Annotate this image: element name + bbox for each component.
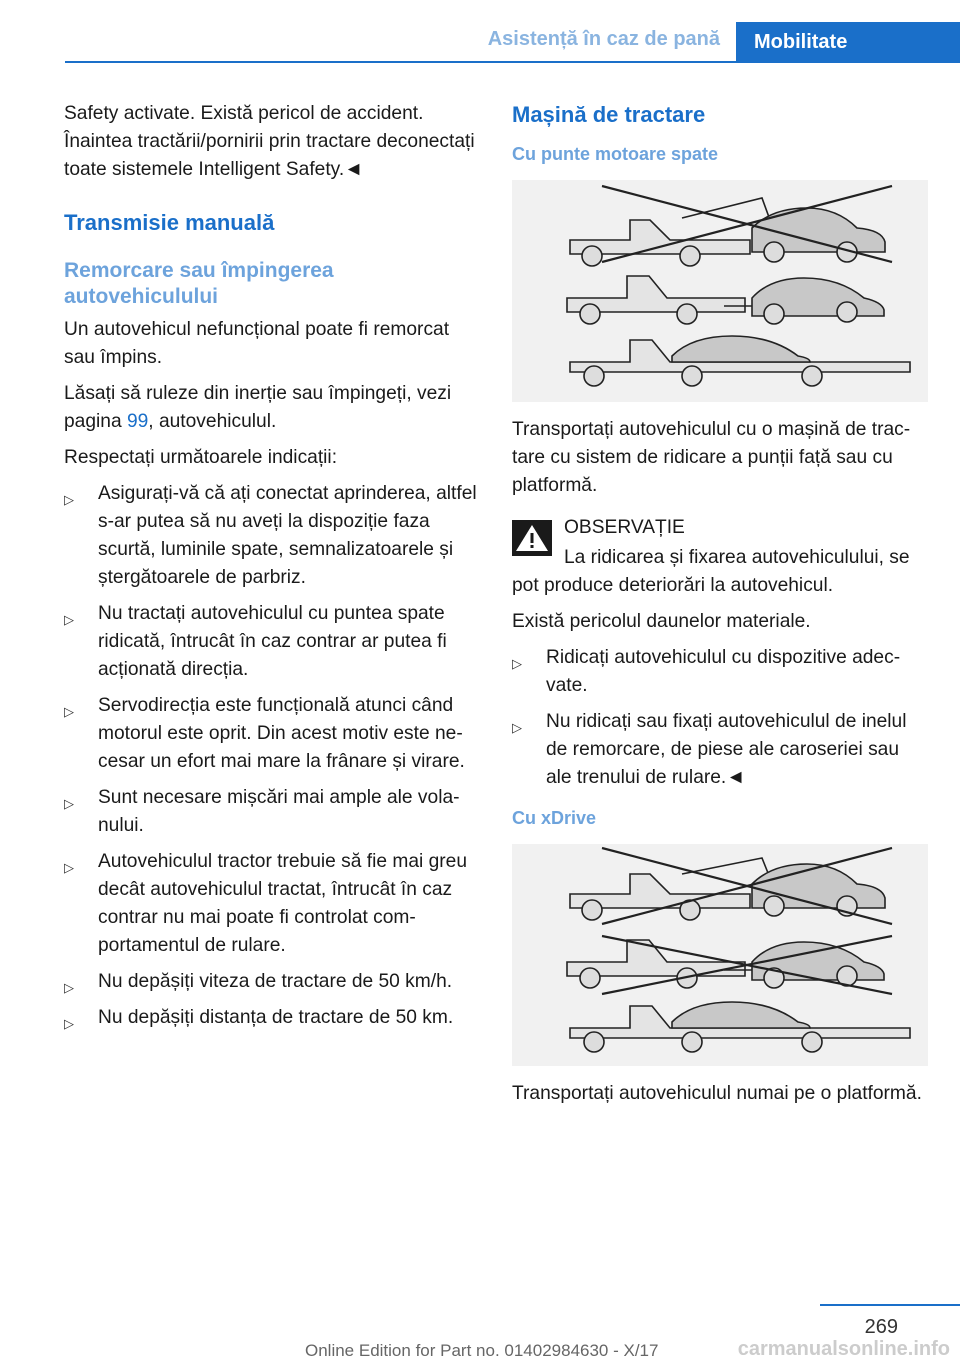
triangle-right-icon: ▷	[64, 612, 74, 627]
list-item	[64, 692, 480, 776]
list-item	[64, 480, 480, 592]
heading-manual-transmission: Transmisie manuală	[64, 210, 275, 235]
list-item-text: Nu tractați autovehiculul cu puntea spate ridicată, întrucât în caz contrar ar putea fi acționată direcția.	[98, 603, 447, 680]
list-item	[512, 644, 928, 700]
triangle-right-icon: ▷	[64, 492, 74, 507]
towing-illustration-rear-drive	[512, 180, 928, 402]
list-item-text: Sunt necesare mișcări mai ample ale volanului.	[98, 787, 460, 836]
list-item	[64, 1004, 480, 1032]
paragraph-push-text: Lăsați să ruleze din inerție sau împingeți, vezi pagina	[64, 383, 452, 432]
notice-box	[512, 514, 928, 572]
triangle-right-icon: ▷	[64, 796, 74, 811]
warning-icon	[512, 520, 552, 556]
footer-edition: Online Edition for Part no. 01402984630 - X/17	[305, 1341, 659, 1360]
list-item-text: Nu depășiți viteza de tractare de 50 km/h.	[98, 971, 453, 992]
footer-watermark: carmanualsonline.info	[737, 1338, 950, 1360]
paragraph-towable: Un autovehicul nefuncțional poate fi remorcat sau împins.	[64, 319, 450, 368]
heading-towing: Remorcare sau împingerea autovehiculului	[64, 259, 334, 308]
list-item	[64, 784, 480, 840]
caption-platform: Transportați autovehiculul numai pe o platformă.	[512, 1083, 922, 1104]
header-rule	[65, 61, 960, 63]
list-item	[64, 600, 480, 684]
page-link[interactable]: 99	[126, 411, 149, 432]
caption-tow-truck: Transportați autovehiculul cu o mașină de tractare cu sistem de ridicare a punții față sau cu platformă.	[512, 419, 911, 496]
risk-text: Există pericolul daunelor materiale.	[512, 611, 811, 632]
paragraph-push-tail: , autovehiculul.	[148, 411, 277, 432]
list-item	[512, 708, 928, 792]
list-item-text: Servodirecția este funcțională atunci când motorul este oprit. Din acest motiv este necesar un efort mai mare la frânare și virare.	[98, 695, 465, 772]
header-section-title: Asistență în caz de pană	[487, 28, 720, 50]
triangle-right-icon: ▷	[64, 1016, 74, 1031]
list-item-text: Ridicați autovehiculul cu dispozitive adecvate.	[546, 647, 901, 696]
notice-title: OBSERVAȚIE	[564, 517, 685, 538]
heading-rear-axle: Cu punte motoare spate	[512, 144, 719, 164]
header-chapter-tab: Mobilitate	[736, 22, 960, 63]
page-number: 269	[864, 1316, 898, 1338]
intro-line: Safety activate. Există pericol de accident.	[64, 103, 424, 124]
paragraph-push	[64, 380, 480, 436]
intro-text: Înaintea tractării/pornirii prin tractare deconectați toate sistemele Intelligent Safety.◄	[64, 131, 475, 180]
heading-tow-truck: Mașină de tractare	[512, 102, 706, 127]
triangle-right-icon: ▷	[512, 720, 522, 735]
towing-illustration-xdrive	[512, 844, 928, 1066]
triangle-right-icon: ▷	[512, 656, 522, 671]
heading-xdrive: Cu xDrive	[512, 808, 597, 828]
towing-illustration-svg	[512, 180, 928, 402]
paragraph-observe: Respectați următoarele indicații:	[64, 447, 338, 468]
right-column	[512, 100, 928, 1116]
left-bullet-list	[64, 480, 480, 1032]
right-bullet-list	[512, 644, 928, 792]
triangle-right-icon: ▷	[64, 704, 74, 719]
list-item-text: Autovehiculul tractor trebuie să fie mai greu decât autovehiculul tractat, întrucât în caz contrar nu mai poate fi controlat comportamentul de rulare.	[98, 851, 468, 956]
triangle-right-icon: ▷	[64, 860, 74, 875]
notice-text-content: La ridicarea și fixarea autovehiculului, se pot produce deteriorări la autovehicul.	[512, 547, 910, 596]
left-column	[64, 100, 480, 1040]
triangle-right-icon: ▷	[64, 980, 74, 995]
list-item-text: Nu ridicați sau fixați autovehiculul de inelul de remorcare, de piese ale caroseriei sau ale trenului de rulare.◄	[546, 711, 907, 788]
towing-illustration-xdrive-svg	[512, 844, 928, 1066]
list-item-text: Asigurați-vă că ați conectat aprinderea, altfel s-ar putea să nu aveți la dispoziție faza scurtă, luminile spate, semnalizatoarele și ștergătoarele de parbriz.	[98, 483, 477, 588]
footer-rule	[820, 1304, 960, 1306]
list-item	[64, 968, 480, 996]
list-item	[64, 848, 480, 960]
list-item-text: Nu depășiți distanța de tractare de 50 km.	[98, 1007, 454, 1028]
